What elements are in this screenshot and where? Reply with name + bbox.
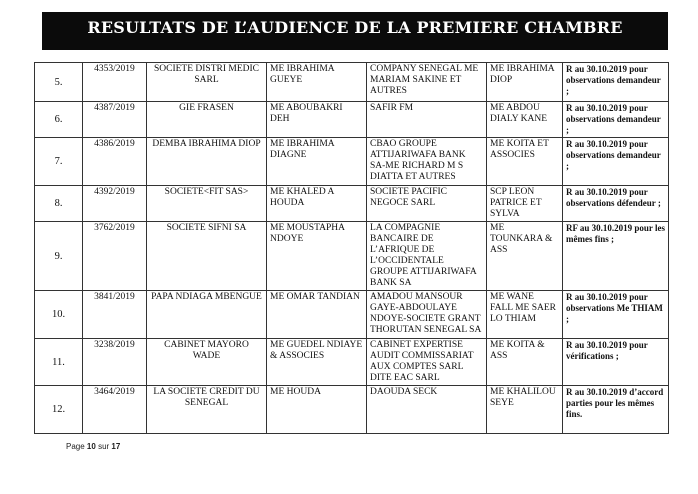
table-row xyxy=(35,291,669,339)
page-title: RESULTATS DE L’AUDIENCE DE LA PREMIERE CHAMBRE xyxy=(87,18,623,37)
table-row xyxy=(35,186,669,222)
plaintiff-lawyer-cell: ME OMAR TANDIAN xyxy=(267,291,367,339)
role-number-cell: 4387/2019 xyxy=(83,102,147,138)
footer-total-pages: 17 xyxy=(111,442,121,451)
role-number-cell: 4392/2019 xyxy=(83,186,147,222)
defendant-cell: SAFIR FM xyxy=(367,102,487,138)
plaintiff-lawyer-cell: ME KHALED A HOUDA xyxy=(267,186,367,222)
plaintiff-cell: DEMBA IBRAHIMA DIOP xyxy=(147,138,267,186)
table-row xyxy=(35,222,669,291)
decision-cell: R au 30.10.2019 pour observations Me THIAM ; xyxy=(563,291,669,339)
plaintiff-cell: LA SOCIETE CREDIT DU SENEGAL xyxy=(147,386,267,434)
table-row xyxy=(35,102,669,138)
decision-cell: R au 30.10.2019 d’accord parties pour les mêmes fins. xyxy=(563,386,669,434)
plaintiff-lawyer-cell: ME IBRAHIMA DIAGNE xyxy=(267,138,367,186)
decision-cell: R au 30.10.2019 pour vérifications ; xyxy=(563,339,669,386)
case-number-cell: 9. xyxy=(35,222,83,291)
defendant-lawyer-cell: ME WANE FALL ME SAER LO THIAM xyxy=(487,291,563,339)
defendant-lawyer-cell: ME KOITA ET ASSOCIES xyxy=(487,138,563,186)
defendant-lawyer-cell: ME ABDOU DIALY KANE xyxy=(487,102,563,138)
case-number-cell: 6. xyxy=(35,102,83,138)
defendant-cell: CBAO GROUPE ATTIJARIWAFA BANK SA-ME RICHARD M S DIATTA ET AUTRES xyxy=(367,138,487,186)
decision-cell: R au 30.10.2019 pour observations demandeur ; xyxy=(563,138,669,186)
plaintiff-cell: SOCIETE SIFNI SA xyxy=(147,222,267,291)
plaintiff-lawyer-cell: ME IBRAHIMA GUEYE xyxy=(267,63,367,102)
defendant-lawyer-cell: ME KOITA & ASS xyxy=(487,339,563,386)
footer-prefix: Page xyxy=(66,442,85,451)
results-table xyxy=(34,62,669,434)
case-number-cell: 11. xyxy=(35,339,83,386)
table-row xyxy=(35,386,669,434)
table-row xyxy=(35,63,669,102)
role-number-cell: 3238/2019 xyxy=(83,339,147,386)
defendant-lawyer-cell: ME TOUNKARA & ASS xyxy=(487,222,563,291)
plaintiff-cell: SOCIETE DISTRI MEDIC SARL xyxy=(147,63,267,102)
plaintiff-cell: PAPA NDIAGA MBENGUE xyxy=(147,291,267,339)
plaintiff-cell: CABINET MAYORO WADE xyxy=(147,339,267,386)
plaintiff-cell: SOCIETE<FIT SAS> xyxy=(147,186,267,222)
role-number-cell: 3762/2019 xyxy=(83,222,147,291)
page-footer xyxy=(66,442,120,451)
defendant-cell: DAOUDA SECK xyxy=(367,386,487,434)
case-number-cell: 12. xyxy=(35,386,83,434)
defendant-lawyer-cell: ME IBRAHIMA DIOP xyxy=(487,63,563,102)
plaintiff-cell: GIE FRASEN xyxy=(147,102,267,138)
defendant-lawyer-cell: SCP LEON PATRICE ET SYLVA xyxy=(487,186,563,222)
decision-cell: R au 30.10.2019 pour observations défendeur ; xyxy=(563,186,669,222)
role-number-cell: 3464/2019 xyxy=(83,386,147,434)
defendant-cell: SOCIETE PACIFIC NEGOCE SARL xyxy=(367,186,487,222)
table-row xyxy=(35,138,669,186)
table-row xyxy=(35,339,669,386)
defendant-lawyer-cell: ME KHALILOU SEYE xyxy=(487,386,563,434)
case-number-cell: 7. xyxy=(35,138,83,186)
decision-cell: R au 30.10.2019 pour observations demandeur ; xyxy=(563,63,669,102)
title-banner xyxy=(42,12,668,50)
defendant-cell: COMPANY SENEGAL ME MARIAM SAKINE ET AUTRES xyxy=(367,63,487,102)
plaintiff-lawyer-cell: ME GUEDEL NDIAYE & ASSOCIES xyxy=(267,339,367,386)
role-number-cell: 4386/2019 xyxy=(83,138,147,186)
decision-cell: RF au 30.10.2019 pour les mêmes fins ; xyxy=(563,222,669,291)
plaintiff-lawyer-cell: ME HOUDA xyxy=(267,386,367,434)
footer-sep: sur xyxy=(98,442,110,451)
plaintiff-lawyer-cell: ME ABOUBAKRI DEH xyxy=(267,102,367,138)
case-number-cell: 8. xyxy=(35,186,83,222)
footer-page-number: 10 xyxy=(86,442,96,451)
case-number-cell: 10. xyxy=(35,291,83,339)
defendant-cell: AMADOU MANSOUR GAYE-ABDOULAYE NDOYE-SOCIETE GRANT THORUTAN SENEGAL SA xyxy=(367,291,487,339)
defendant-cell: CABINET EXPERTISE AUDIT COMMISSARIAT AUX COMPTES SARL DITE EAC SARL xyxy=(367,339,487,386)
case-number-cell: 5. xyxy=(35,63,83,102)
role-number-cell: 3841/2019 xyxy=(83,291,147,339)
plaintiff-lawyer-cell: ME MOUSTAPHA NDOYE xyxy=(267,222,367,291)
decision-cell: R au 30.10.2019 pour observations demandeur ; xyxy=(563,102,669,138)
defendant-cell: LA COMPAGNIE BANCAIRE DE L’AFRIQUE DE L’OCCIDENTALE GROUPE ATTIJARIWAFA BANK SA xyxy=(367,222,487,291)
role-number-cell: 4353/2019 xyxy=(83,63,147,102)
